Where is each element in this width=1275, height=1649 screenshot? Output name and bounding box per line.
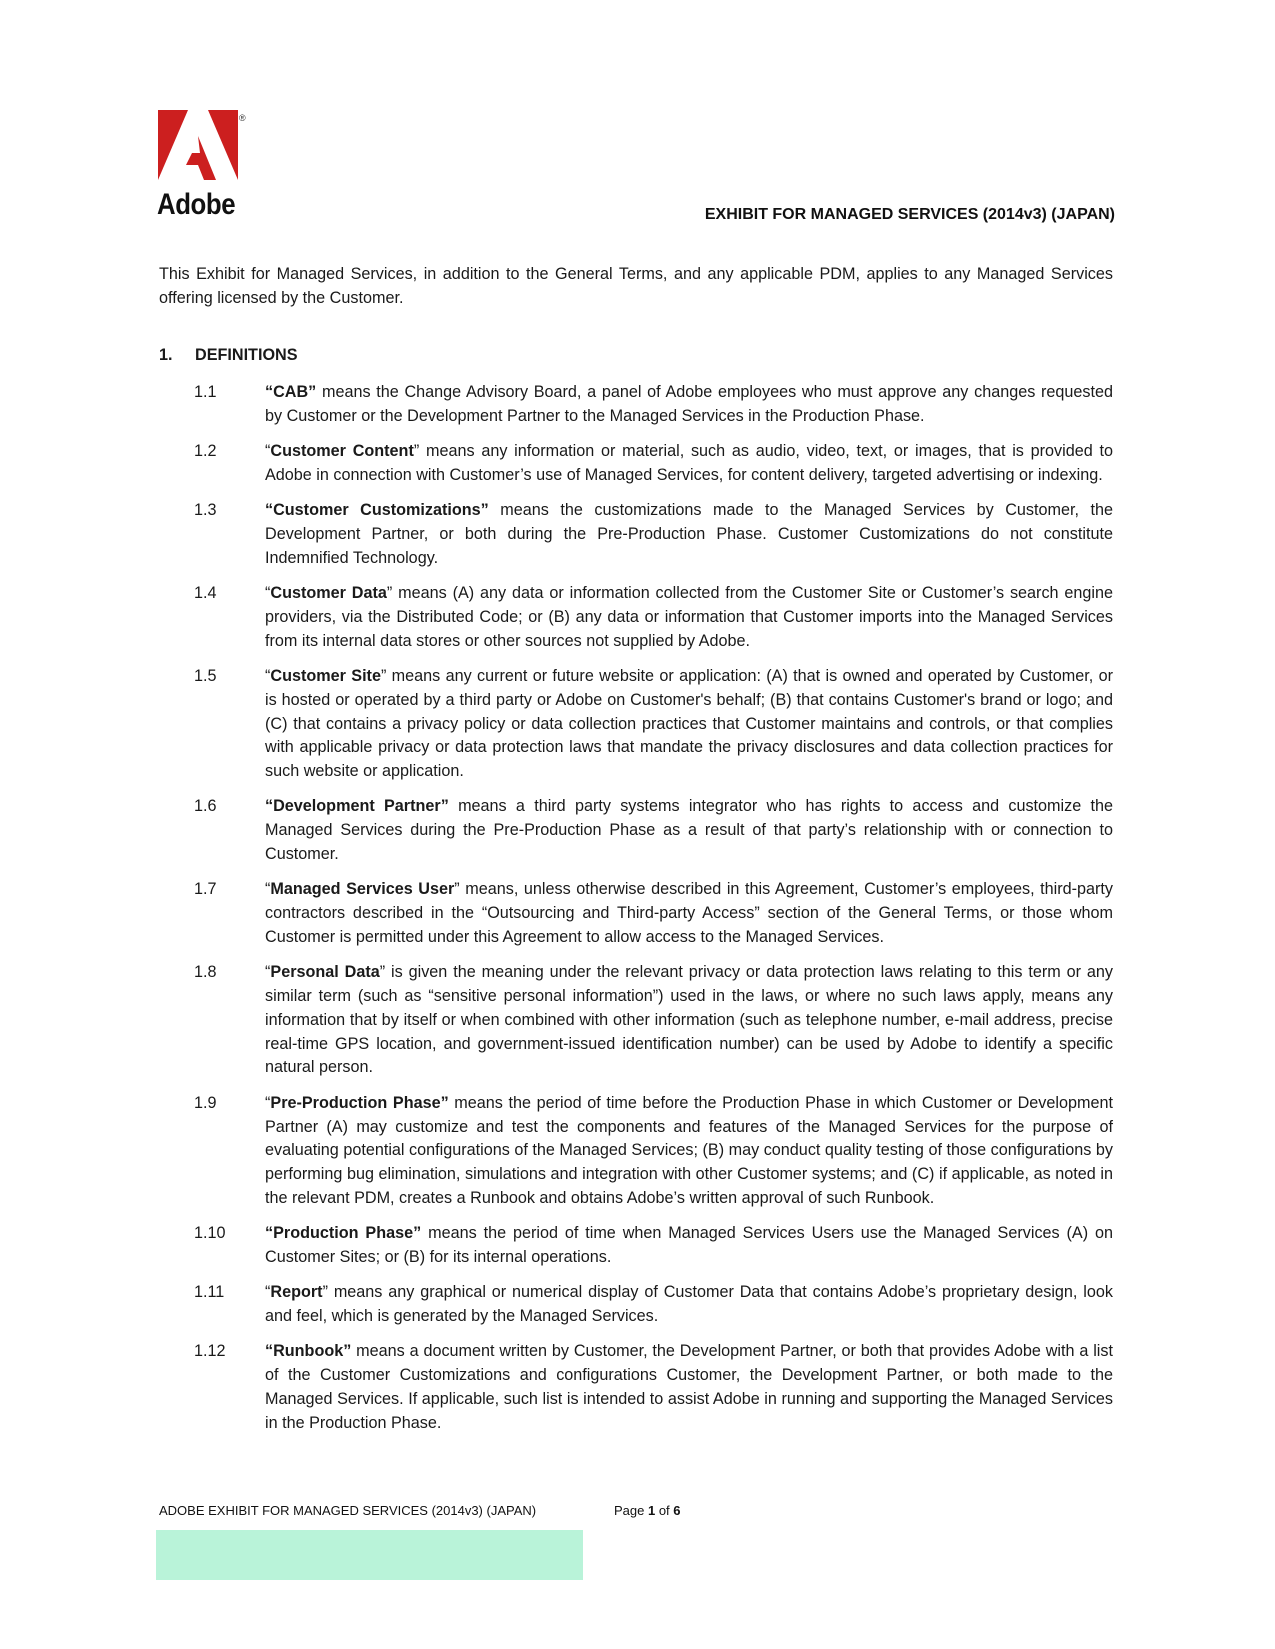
- definition-term: “Runbook”: [265, 1342, 352, 1361]
- definition-number: 1.4: [194, 584, 217, 603]
- definition-term: “Development Partner”: [265, 797, 449, 816]
- definition-term: “CAB”: [265, 383, 317, 401]
- definition-item: [159, 1340, 1113, 1435]
- intro-paragraph: This Exhibit for Managed Services, in addition to the General Terms, and any applicable PDM, applies to any Managed Services offering licensed by the Customer.: [159, 265, 1113, 307]
- definition-number: 1.9: [194, 1093, 217, 1112]
- definition-number: 1.7: [194, 880, 217, 899]
- definition-term: Managed Services User: [270, 880, 455, 899]
- section-title: DEFINITIONS: [195, 346, 298, 364]
- definition-number: 1.3: [194, 501, 217, 520]
- definition-text: “Customer Site” means any current or future website or application: (A) that is owned and operated by Customer, or is hosted or operated by a third party or Adobe on Customer's behalf; (B) that contains Customer's brand or logo; and (C) that contains a privacy policy or data collection practices that Customer maintains and controls, or that complies with applicable privacy or data protection laws that mandate the privacy disclosures and data collection practices for such website or application.: [265, 666, 1113, 781]
- definition-text: “Production Phase” means the period of time when Managed Services Users use the Managed Services (A) on Customer Sites; or (B) for its internal operations.: [265, 1224, 1113, 1266]
- definition-number: 1.12: [194, 1342, 226, 1361]
- definition-term: “Production Phase”: [265, 1224, 422, 1243]
- definition-item: [159, 499, 1113, 570]
- document-title: EXHIBIT FOR MANAGED SERVICES (2014v3) (JAPAN): [704, 206, 1115, 223]
- definition-item: [159, 665, 1113, 784]
- section-heading: [159, 346, 298, 365]
- definition-text: “Report” means any graphical or numerical display of Customer Data that contains Adobe’s proprietary design, look and feel, which is generated by the Managed Services.: [265, 1283, 1113, 1326]
- definition-item: [159, 878, 1113, 949]
- definition-term: Personal Data: [270, 963, 380, 982]
- definition-item: [159, 1092, 1113, 1211]
- definition-number: 1.1: [194, 383, 217, 401]
- definition-text: “Managed Services User” means, unless otherwise described in this Agreement, Customer’s employees, third-party contractors described in the “Outsourcing and Third-party Access” section of the General Terms, or those whom Customer is permitted under this Agreement to allow access to the Managed Services.: [265, 880, 1113, 946]
- definition-item: [159, 440, 1113, 488]
- definition-number: 1.10: [194, 1224, 226, 1243]
- definition-term: Customer Site: [270, 666, 381, 685]
- definition-term: Report: [270, 1283, 323, 1302]
- footer-page-number: Page 1 of 6: [614, 1503, 681, 1518]
- definition-term: Customer Content: [270, 442, 414, 461]
- definition-item: [159, 795, 1113, 866]
- definition-term: Customer Data: [270, 584, 387, 603]
- registered-mark: ®: [239, 113, 246, 123]
- definitions-list: [159, 381, 1113, 1447]
- definition-number: 1.6: [194, 797, 217, 816]
- definition-item: [159, 1222, 1113, 1270]
- definition-number: 1.5: [194, 666, 217, 685]
- definition-term: Pre-Production Phase”: [270, 1093, 449, 1112]
- definition-item: [159, 582, 1113, 653]
- definition-text: “Customer Data” means (A) any data or information collected from the Customer Site or Customer’s search engine providers, via the Distributed Code; or (B) any data or information that Customer imports into the Managed Services from its internal data stores or other sources not supplied by Adobe.: [265, 584, 1114, 650]
- footer-label: ADOBE EXHIBIT FOR MANAGED SERVICES (2014v3) (JAPAN): [159, 1503, 537, 1518]
- definition-text: “Pre-Production Phase” means the period of time before the Production Phase in which Customer or Development Partner (A) may customize and test the components and features of the Managed Services for the purpose of evaluating potential configurations of the Managed Services; (B) may conduct quality testing of those configurations by performing bug elimination, simulations and integration with other Customer systems; and (C) if applicable, as noted in the relevant PDM, creates a Runbook and obtains Adobe’s written approval of such Runbook.: [265, 1093, 1113, 1207]
- definition-number: 1.8: [194, 963, 217, 982]
- definition-text: “Runbook” means a document written by Customer, the Development Partner, or both that provides Adobe with a list of the Customer Customizations and configurations Customer, the Development Partner, or both made to the Managed Services. If applicable, such list is intended to assist Adobe in running and supporting the Managed Services in the Production Phase.: [265, 1342, 1113, 1432]
- highlight-box: [156, 1530, 583, 1580]
- definition-item: [159, 961, 1113, 1080]
- definition-number: 1.11: [194, 1283, 225, 1302]
- adobe-wordmark: Adobe: [157, 188, 236, 221]
- definition-text: “Customer Content” means any information or material, such as audio, video, text, or images, that is provided to Adobe in connection with Customer’s use of Managed Services, for content delivery, targeted advertising or indexing.: [265, 442, 1113, 484]
- definition-text: “CAB” means the Change Advisory Board, a panel of Adobe employees who must approve any changes requested by Customer or the Development Partner to the Managed Services in the Production Phase.: [265, 383, 1113, 425]
- definition-number: 1.2: [194, 442, 217, 461]
- definition-text: “Development Partner” means a third party systems integrator who has rights to access and customize the Managed Services during the Pre-Production Phase as a result of that party’s relationship with or connection to Customer.: [265, 797, 1114, 864]
- definition-item: [159, 381, 1113, 429]
- definition-term: “Customer Customizations”: [265, 501, 489, 520]
- definition-text: “Customer Customizations” means the customizations made to the Managed Services by Customer, the Development Partner, or both during the Pre-Production Phase. Customer Customizations do not constitute Indemnified Technology.: [265, 501, 1113, 567]
- section-number: 1.: [159, 346, 173, 364]
- definition-item: [159, 1281, 1113, 1329]
- definition-text: “Personal Data” is given the meaning under the relevant privacy or data protection laws relating to this term or any similar term (such as “sensitive personal information”) used in the laws, or where no such laws apply, means any information that by itself or when combined with other information (such as telephone number, e-mail address, precise real-time GPS location, and government-issued identification number) can be used by Adobe to identify a specific natural person.: [265, 963, 1113, 1077]
